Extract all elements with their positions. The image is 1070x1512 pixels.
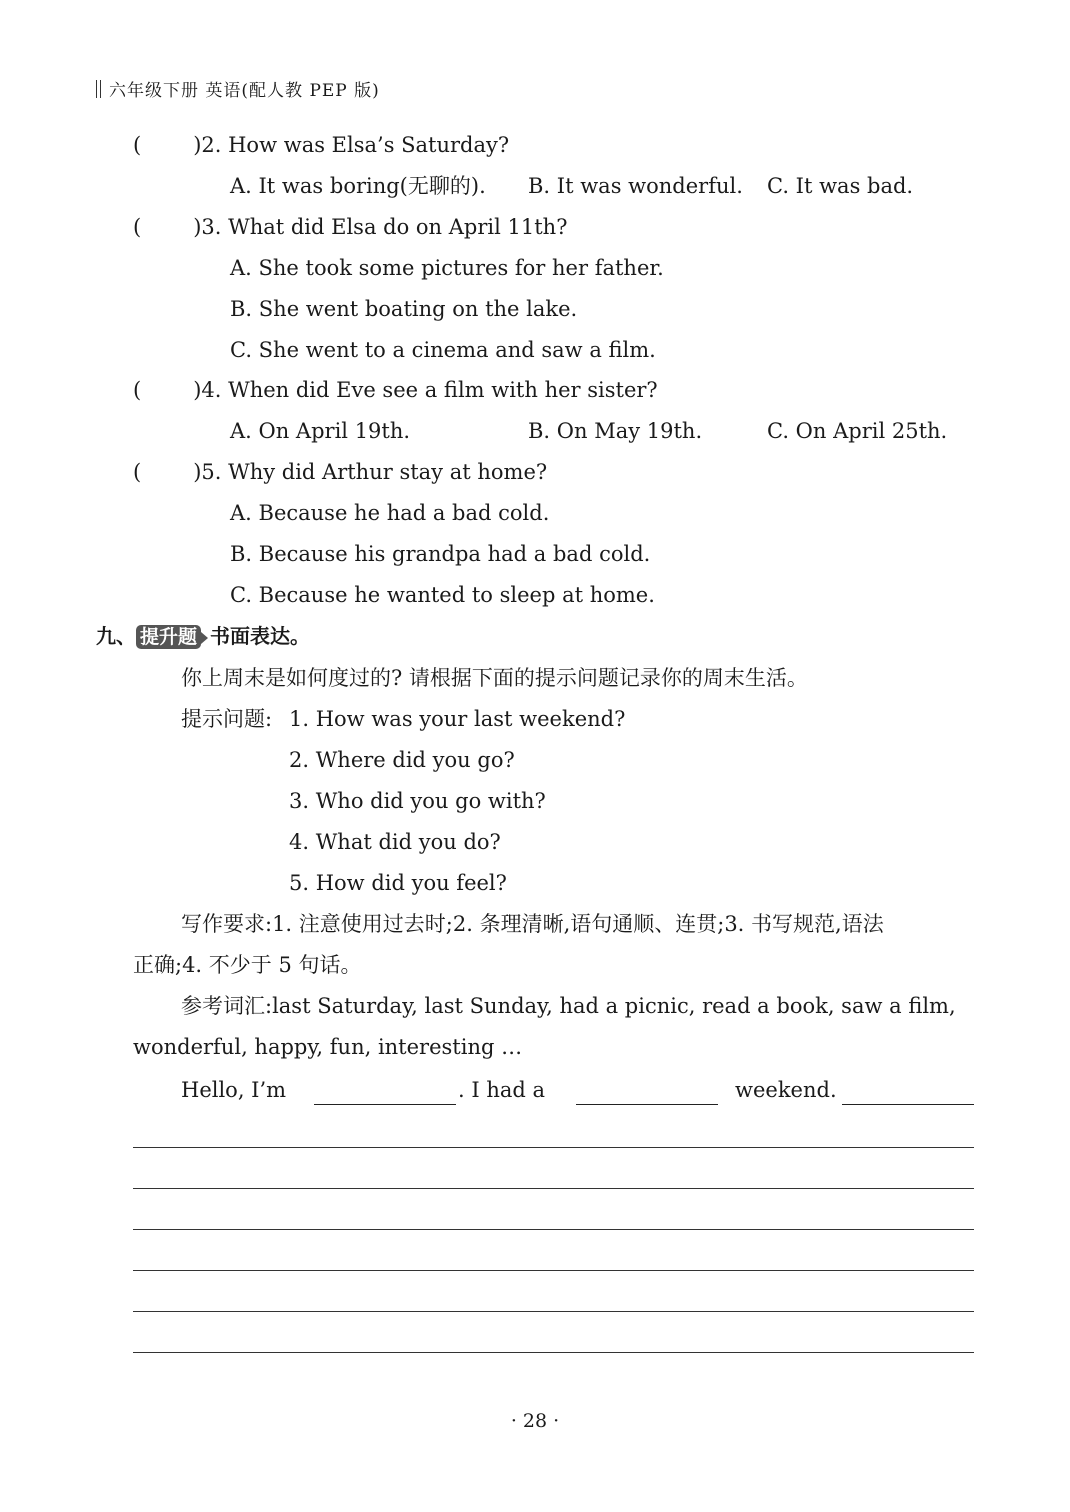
page-number: · 28 · <box>510 1410 560 1432</box>
starter-text-1: Hello, I’m <box>181 1078 287 1102</box>
q3-option-b: B. She went boating on the lake. <box>230 297 578 321</box>
section-number: 九、 <box>96 624 136 648</box>
writing-line-3[interactable] <box>133 1229 974 1230</box>
q5-option-c: C. Because he wanted to sleep at home. <box>230 583 655 607</box>
starter-text-2: . I had a <box>458 1078 546 1102</box>
writing-line-1[interactable] <box>133 1147 974 1148</box>
reference-vocab-line-1: 参考词汇:last Saturday, last Sunday, had a picnic, read a book, saw a film, <box>181 994 956 1018</box>
prompt-4: 4. What did you do? <box>289 830 501 854</box>
answer-paren-close: ) <box>193 378 202 402</box>
question-stem: 5. Why did Arthur stay at home? <box>201 460 548 484</box>
writing-requirements-line-2: 正确;4. 不少于 5 句话。 <box>133 953 362 977</box>
question-2 <box>133 131 509 159</box>
continuation-blank[interactable] <box>842 1084 974 1105</box>
question-5 <box>133 458 547 486</box>
q4-option-c: C. On April 25th. <box>767 419 948 443</box>
answer-paren-open: ( <box>133 215 142 239</box>
question-4 <box>133 376 658 404</box>
q3-option-a: A. She took some pictures for her father. <box>230 256 664 280</box>
q5-option-a: A. Because he had a bad cold. <box>230 501 550 525</box>
question-stem: 4. When did Eve see a film with her sister? <box>201 378 658 402</box>
writing-line-6[interactable] <box>133 1352 974 1353</box>
section-intro: 你上周末是如何度过的? 请根据下面的提示问题记录你的周末生活。 <box>181 666 808 690</box>
answer-paren-close: ) <box>193 133 202 157</box>
header-text: 六年级下册 英语(配人教 PEP 版) <box>109 81 380 101</box>
running-header <box>96 76 380 101</box>
section-9-heading <box>96 622 310 650</box>
reference-vocab-line-2: wonderful, happy, fun, interesting … <box>133 1035 523 1059</box>
prompt-1: 1. How was your last weekend? <box>289 707 626 731</box>
answer-paren-open: ( <box>133 133 142 157</box>
writing-requirements-line-1: 写作要求:1. 注意使用过去时;2. 条理清晰,语句通顺、连贯;3. 书写规范,语法 <box>181 912 884 936</box>
q2-option-c: C. It was bad. <box>767 174 914 198</box>
writing-line-2[interactable] <box>133 1188 974 1189</box>
starter-text-3: weekend. <box>735 1078 837 1102</box>
answer-paren-open: ( <box>133 378 142 402</box>
q2-option-b: B. It was wonderful. <box>528 174 743 198</box>
q2-option-a: A. It was boring(无聊的). <box>230 174 486 198</box>
badge-arrow-icon <box>201 632 208 644</box>
answer-paren-open: ( <box>133 460 142 484</box>
q4-option-b: B. On May 19th. <box>528 419 703 443</box>
answer-paren-close: ) <box>193 460 202 484</box>
prompt-5: 5. How did you feel? <box>289 871 507 895</box>
section-title: 书面表达。 <box>210 624 311 648</box>
name-blank[interactable] <box>314 1084 456 1105</box>
writing-line-4[interactable] <box>133 1270 974 1271</box>
q3-option-c: C. She went to a cinema and saw a film. <box>230 338 656 362</box>
question-stem: 2. How was Elsa’s Saturday? <box>201 133 510 157</box>
answer-paren-close: ) <box>193 215 202 239</box>
prompt-2: 2. Where did you go? <box>289 748 515 772</box>
q4-option-a: A. On April 19th. <box>230 419 411 443</box>
difficulty-badge: 提升题 <box>136 625 201 649</box>
prompt-label: 提示问题: <box>181 707 273 731</box>
q5-option-b: B. Because his grandpa had a bad cold. <box>230 542 651 566</box>
question-stem: 3. What did Elsa do on April 11th? <box>201 215 568 239</box>
weekend-adjective-blank[interactable] <box>576 1084 718 1105</box>
question-3 <box>133 213 567 241</box>
prompt-3: 3. Who did you go with? <box>289 789 546 813</box>
writing-line-5[interactable] <box>133 1311 974 1312</box>
header-bar-icon <box>96 80 101 98</box>
